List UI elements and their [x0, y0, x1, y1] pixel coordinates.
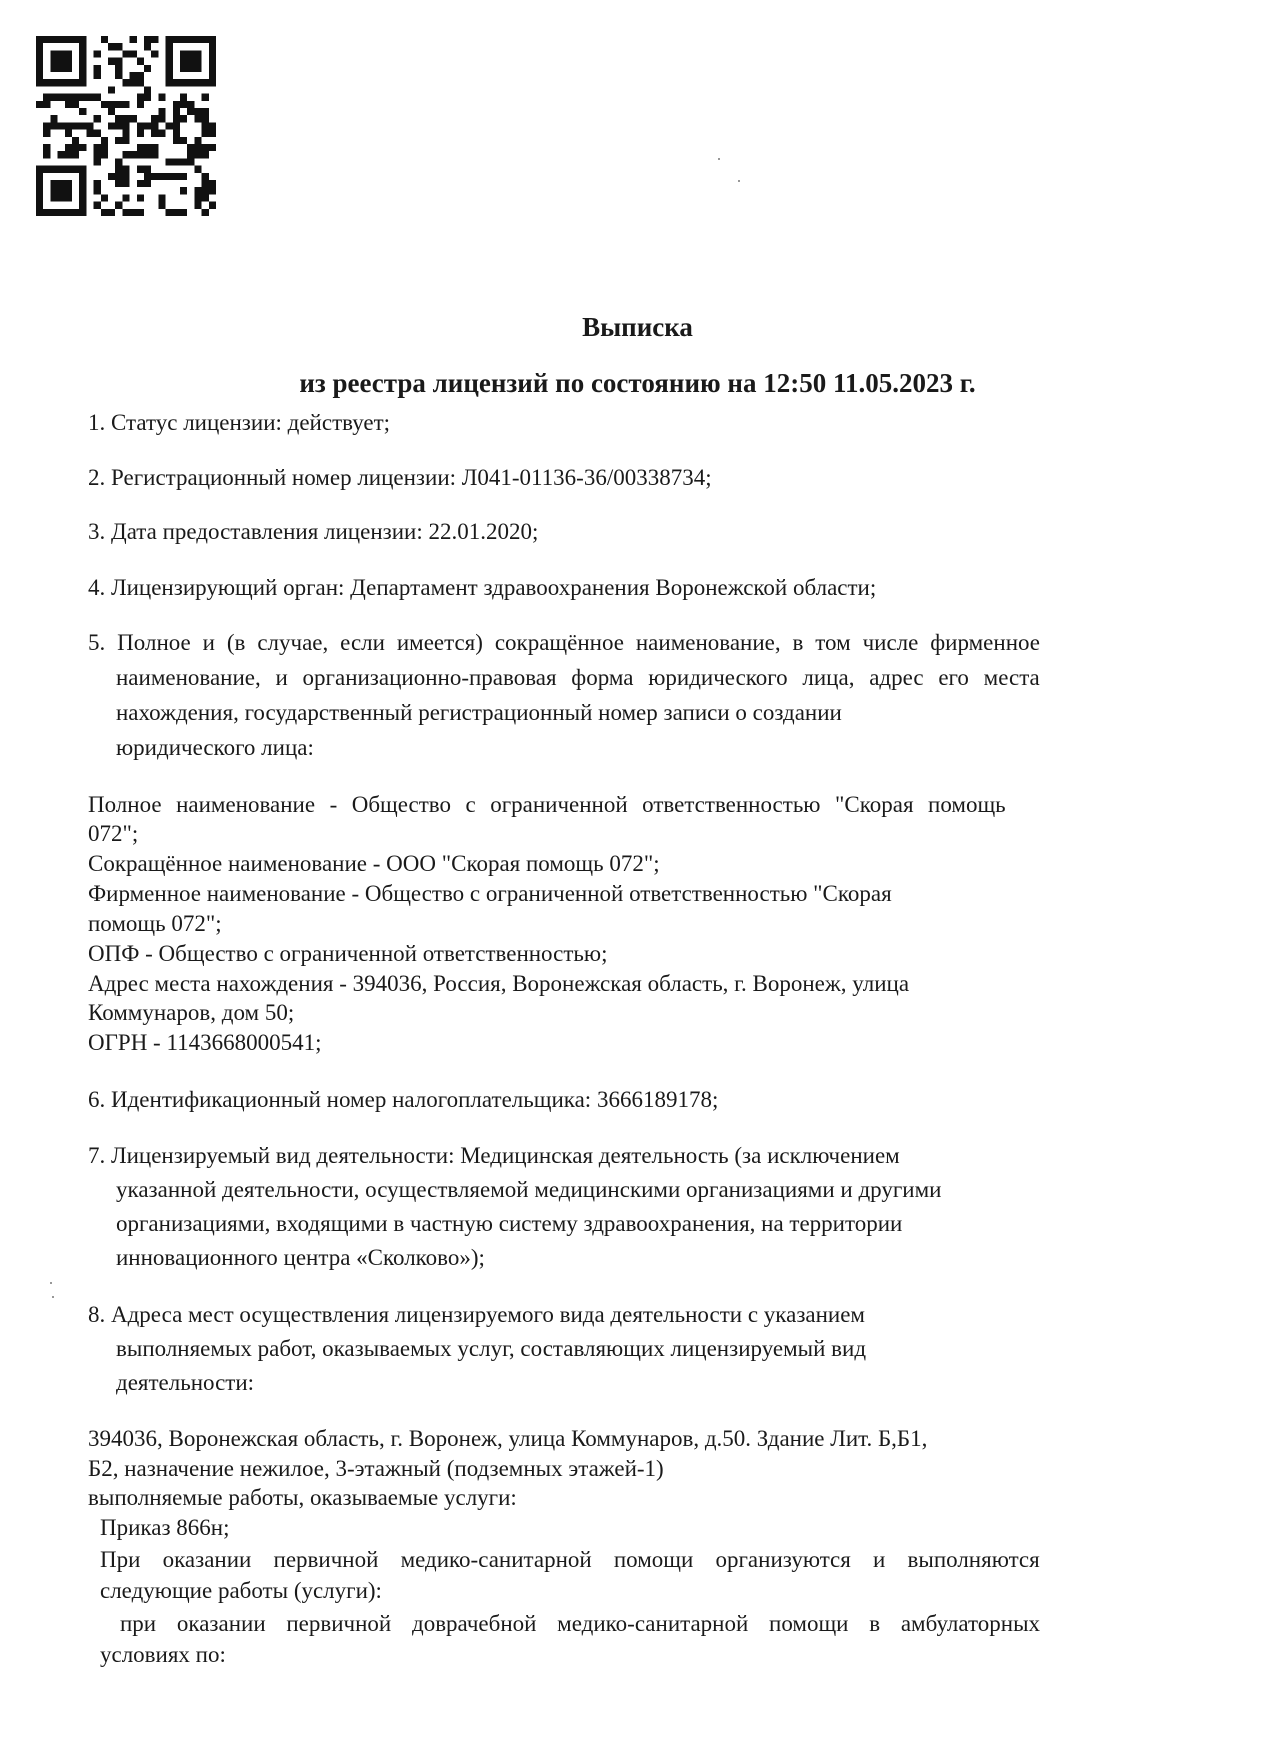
document-title: Выписка	[582, 312, 693, 342]
org-brand-name-line-1: Фирменное наименование - Общество с ограниченной ответственностью "Скорая	[88, 881, 892, 906]
org-brand-name-line-2: помощь 072";	[88, 911, 222, 936]
item-7-line-3: организациями, входящими в частную систему здравоохранения, на территории	[116, 1211, 903, 1236]
site-address-line-2: Б2, назначение нежилое, 3-этажный (подземных этажей-1)	[88, 1456, 664, 1481]
scan-speck	[738, 180, 740, 182]
item-6-line-1: 6. Идентификационный номер налогоплательщика: 3666189178;	[88, 1087, 719, 1112]
item-5-line-3: нахождения, государственный регистрационный номер записи о создании	[116, 700, 842, 725]
org-address-line-2: Коммунаров, дом 50;	[88, 1000, 295, 1025]
item-5-line-4: юридического лица:	[116, 735, 314, 760]
order-number: Приказ 866н;	[100, 1515, 230, 1540]
item-2-line-1: 2. Регистрационный номер лицензии: Л041-01136-36/00338734;	[88, 465, 712, 490]
primary-care-line-1: При оказании первичной медико-санитарной помощи организуются и выполняются	[100, 1547, 1040, 1572]
org-full-name-line-1: Полное наименование - Общество с ограниченной ответственностью "Скорая помощь	[88, 792, 1006, 817]
item-7-line-2: указанной деятельности, осуществляемой медицинскими организациями и другими	[116, 1177, 942, 1202]
item-5-line-2: наименование, и организационно-правовая форма юридического лица, адрес его места	[116, 665, 1040, 690]
qr-code	[36, 36, 216, 216]
scan-speck	[718, 158, 720, 160]
primary-care-line-2: следующие работы (услуги):	[100, 1578, 382, 1603]
scan-speck	[50, 1282, 52, 1284]
item-7-line-1: 7. Лицензируемый вид деятельности: Медицинская деятельность (за исключением	[88, 1143, 900, 1168]
item-3-line-1: 3. Дата предоставления лицензии: 22.01.2020;	[88, 519, 539, 544]
prehospital-care-line-1: при оказании первичной доврачебной медико-санитарной помощи в амбулаторных	[120, 1611, 1041, 1636]
site-address-line-1: 394036, Воронежская область, г. Воронеж, улица Коммунаров, д.50. Здание Лит. Б,Б1,	[88, 1426, 928, 1451]
org-legal-form: ОПФ - Общество с ограниченной ответственностью;	[88, 941, 608, 966]
document-subtitle: из реестра лицензий по состоянию на 12:50 11.05.2023 г.	[299, 368, 976, 398]
org-short-name: Сокращённое наименование - ООО "Скорая помощь 072";	[88, 851, 660, 876]
org-address-line-1: Адрес места нахождения - 394036, Россия, Воронежская область, г. Воронеж, улица	[88, 971, 910, 996]
item-8-line-1: 8. Адреса мест осуществления лицензируемого вида деятельности с указанием	[88, 1302, 865, 1327]
item-7-line-4: инновационного центра «Сколково»);	[116, 1245, 485, 1270]
item-5-line-1: 5. Полное и (в случае, если имеется) сокращённое наименование, в том числе фирменное	[88, 630, 1040, 655]
prehospital-care-line-2: условиях по:	[100, 1642, 226, 1667]
item-4-line-1: 4. Лицензирующий орган: Департамент здравоохранения Воронежской области;	[88, 575, 877, 600]
item-8-line-2: выполняемых работ, оказываемых услуг, составляющих лицензируемый вид	[116, 1336, 867, 1361]
scan-speck	[52, 1296, 54, 1298]
item-8-line-3: деятельности:	[116, 1370, 255, 1395]
works-heading: выполняемые работы, оказываемые услуги:	[88, 1485, 517, 1510]
org-full-name-line-2: 072";	[88, 821, 139, 846]
item-1-line-1: 1. Статус лицензии: действует;	[88, 410, 391, 435]
org-ogrn: ОГРН - 1143668000541;	[88, 1030, 322, 1055]
